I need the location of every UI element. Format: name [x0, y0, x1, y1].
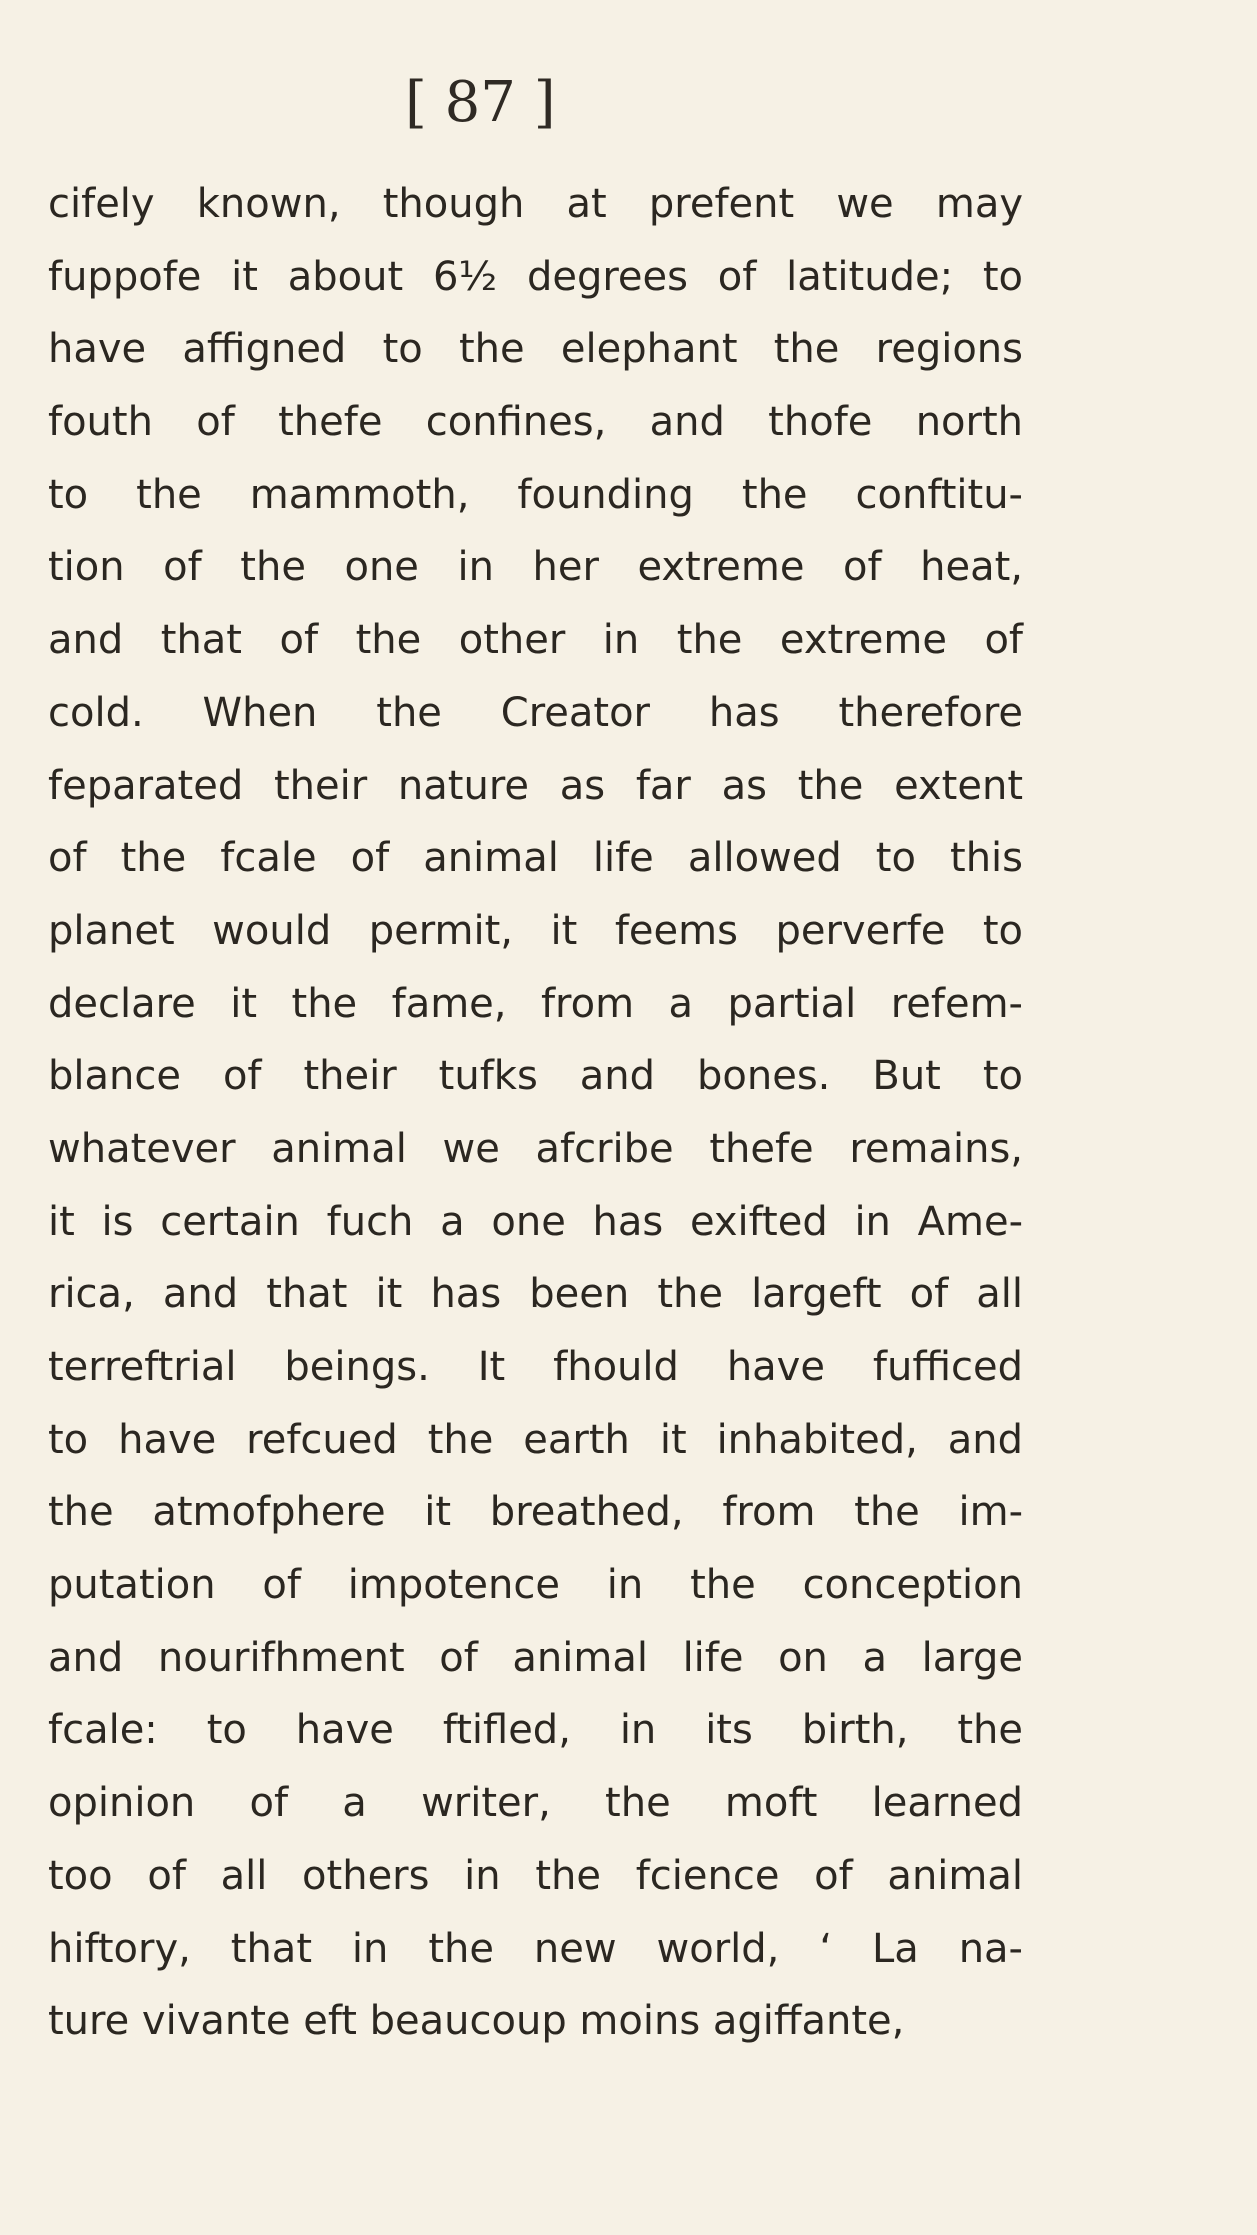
text-line: it is certain fuch a one has exifted in Ame-: [48, 1198, 1023, 1245]
body-text: [48, 168, 1023, 2058]
text-line: and that of the other in the extreme of: [48, 617, 1023, 664]
text-line: to have refcued the earth it inhabited, and: [48, 1416, 1023, 1463]
text-line: the atmofphere it breathed, from the im-: [48, 1489, 1023, 1536]
page-number-header: [ 87 ]: [405, 70, 556, 135]
text-line: of the fcale of animal life allowed to this: [48, 835, 1023, 882]
text-line: to the mammoth, founding the conftitu-: [48, 471, 1023, 518]
text-line: too of all others in the fcience of animal: [48, 1852, 1023, 1899]
text-line: tion of the one in her extreme of heat,: [48, 544, 1023, 591]
text-line: fuppofe it about 6½ degrees of latitude; to: [48, 253, 1023, 300]
text-line: cifely known, though at prefent we may: [48, 181, 1023, 227]
text-line: have affigned to the elephant the regions: [48, 326, 1023, 373]
text-line: putation of impotence in the conception: [48, 1562, 1023, 1609]
text-line: hiftory, that in the new world, ‘ La na-: [48, 1925, 1023, 1972]
text-line: blance of their tufks and bones. But to: [48, 1053, 1023, 1100]
text-line: feparated their nature as far as the extent: [48, 762, 1023, 809]
text-line: declare it the fame, from a partial refem-: [48, 980, 1023, 1027]
text-line: ture vivante eft beaucoup moins agiffante,: [48, 1998, 905, 2045]
text-line: cold. When the Creator has therefore: [48, 689, 1023, 736]
text-line: and nourifhment of animal life on a large: [48, 1634, 1023, 1681]
text-line: whatever animal we afcribe thefe remains,: [48, 1125, 1023, 1172]
text-line: terreftrial beings. It fhould have fufficed: [48, 1344, 1023, 1390]
text-line: fcale: to have ftifled, in its birth, the: [48, 1707, 1023, 1754]
text-line: planet would permit, it feems perverfe to: [48, 907, 1023, 954]
text-line: opinion of a writer, the moft learned: [48, 1780, 1023, 1827]
text-line: fouth of thefe confines, and thofe north: [48, 399, 1023, 446]
text-line: rica, and that it has been the largeft of all: [48, 1271, 1023, 1318]
